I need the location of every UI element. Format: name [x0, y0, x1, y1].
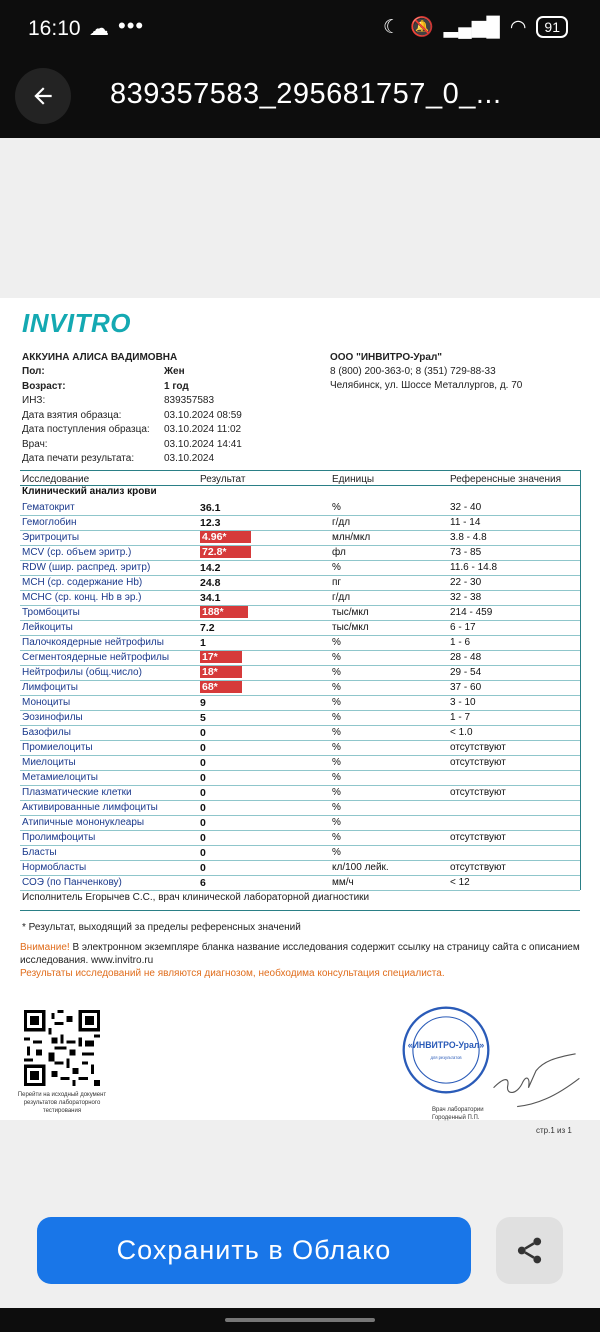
test-name[interactable]: RDW (шир. распред. эритр) [22, 562, 151, 573]
patient-field-value: 03.10.2024 [164, 453, 215, 464]
test-name[interactable]: Моноциты [22, 697, 71, 708]
patient-field-value: 1 год [164, 380, 189, 392]
table-row [20, 665, 580, 681]
table-row [20, 695, 580, 711]
patient-field-label: ИНЗ: [22, 395, 46, 406]
share-button[interactable] [496, 1217, 563, 1284]
test-name[interactable]: Базофилы [22, 727, 71, 738]
patient-field-value: 03.10.2024 14:41 [164, 438, 242, 450]
nav-bar [0, 1308, 600, 1332]
table-row [20, 710, 580, 726]
share-icon [514, 1235, 545, 1266]
test-unit: г/дл [332, 517, 351, 528]
signature-caption [432, 1106, 484, 1122]
qr-code[interactable] [24, 1010, 100, 1086]
test-name[interactable]: Гемоглобин [22, 517, 77, 528]
col-header-test: Исследование [22, 474, 90, 485]
test-unit: % [332, 817, 341, 828]
table-row [20, 830, 580, 846]
stamp-seal [400, 1004, 492, 1096]
page-number: стр.1 из 1 [536, 1126, 572, 1135]
table-row [20, 875, 580, 891]
test-unit: г/дл [332, 592, 351, 603]
test-name[interactable]: Метамиелоциты [22, 772, 98, 783]
table-row [20, 500, 580, 516]
table-row [20, 785, 580, 801]
test-name[interactable]: Лимфоциты [22, 682, 78, 693]
lab-name: ООО "ИНВИТРО-Урал" [330, 352, 443, 363]
attention-label: Внимание! [20, 942, 70, 953]
test-name[interactable]: Лейкоциты [22, 622, 73, 633]
test-unit: % [332, 697, 341, 708]
test-name[interactable]: Промиелоциты [22, 742, 93, 753]
section-title: Клинический анализ крови [22, 486, 157, 497]
test-reference: 22 - 30 [450, 577, 482, 588]
test-result: 7.2 [200, 622, 215, 634]
test-reference: 37 - 60 [450, 682, 482, 693]
test-unit: % [332, 802, 341, 813]
attention-text: В электронном экземпляре бланка название исследования содержит ссылку на страницу сайта с описанием [69, 942, 580, 953]
test-result: 24.8 [200, 577, 221, 589]
test-unit: % [332, 712, 341, 723]
test-unit: мм/ч [332, 877, 354, 888]
test-reference: < 1.0 [450, 727, 473, 738]
battery-icon: 91 [536, 16, 568, 38]
test-reference: 1 - 6 [450, 637, 471, 648]
table-row [20, 860, 580, 876]
test-result: 0 [200, 772, 206, 784]
test-reference: отсутствуют [450, 742, 506, 753]
signature-caption-name: Городенный П.П. [432, 1115, 480, 1121]
test-name[interactable]: MCV (ср. объем эритр.) [22, 547, 132, 558]
patient-field-value: 03.10.2024 08:59 [164, 409, 242, 421]
test-unit: % [332, 847, 341, 858]
test-unit: пг [332, 577, 342, 588]
test-name[interactable]: Плазматические клетки [22, 787, 132, 798]
table-row [20, 845, 580, 861]
test-result: 0 [200, 832, 206, 844]
test-name[interactable]: Активированные лимфоциты [22, 802, 158, 813]
patient-field-label: Дата взятия образца: [22, 409, 122, 421]
test-result: 0 [200, 862, 206, 874]
mute-icon: 🔕 [410, 17, 434, 38]
test-unit: % [332, 502, 341, 513]
test-unit: % [332, 832, 341, 843]
home-gesture-pill[interactable] [225, 1318, 375, 1322]
test-unit: % [332, 787, 341, 798]
test-reference: 28 - 48 [450, 652, 482, 663]
test-unit: % [332, 727, 341, 738]
signature [488, 1050, 584, 1116]
table-row [20, 650, 580, 666]
test-name[interactable]: Гематокрит [22, 502, 75, 513]
test-reference: 214 - 459 [450, 607, 493, 618]
table-row [20, 545, 580, 561]
more-notifications-icon: ••• [118, 13, 145, 38]
test-reference: отсутствуют [450, 787, 506, 798]
test-unit: % [332, 562, 341, 573]
table-row [20, 680, 580, 696]
test-reference: 3.8 - 4.8 [450, 532, 487, 543]
test-name[interactable]: Миелоциты [22, 757, 76, 768]
test-name[interactable]: Пролимфоциты [22, 832, 96, 843]
footnote: * Результат, выходящий за пределы референсных значений [22, 922, 301, 933]
test-name[interactable]: MCH (ср. содержание Hb) [22, 577, 143, 588]
test-unit: кл/100 лейк. [332, 862, 389, 873]
test-name[interactable]: Атипичные мононуклеары [22, 817, 145, 828]
signature-caption-role: Врач лаборатории [432, 1107, 484, 1113]
wifi-icon: ◠ [509, 16, 527, 38]
table-row [20, 770, 580, 786]
executor-line: Исполнитель Егорычев С.С., врач клинической лабораторной диагностики [22, 892, 370, 903]
test-result: 68* [200, 681, 242, 693]
test-name[interactable]: Палочкоядерные нейтрофилы [22, 637, 164, 648]
test-result: 4.96* [200, 531, 251, 543]
test-unit: % [332, 757, 341, 768]
table-row [20, 740, 580, 756]
test-name[interactable]: Сегментоядерные нейтрофилы [22, 652, 170, 663]
test-result: 36.1 [200, 502, 221, 514]
patient-field-value: 03.10.2024 11:02 [164, 424, 242, 435]
table-row [20, 725, 580, 741]
test-unit: тыс/мкл [332, 622, 369, 633]
patient-name: АККУИНА АЛИСА ВАДИМОВНА [22, 352, 178, 363]
table-row [20, 575, 580, 591]
qr-caption: Перейти на исходный документ результатов лабораторного тестирования [17, 1092, 107, 1114]
test-result: 0 [200, 847, 206, 859]
test-result: 18* [200, 666, 242, 678]
test-reference: 6 - 17 [450, 622, 476, 633]
table-row [20, 620, 580, 636]
table-row [20, 755, 580, 771]
pdf-page [0, 298, 600, 1135]
invitro-logo: INVITRO [22, 308, 131, 338]
patient-field-label: Дата поступления образца: [22, 424, 150, 435]
test-unit: фл [332, 547, 346, 558]
test-reference: 73 - 85 [450, 547, 482, 558]
col-header-unit: Единицы [332, 474, 375, 485]
test-reference: 1 - 7 [450, 712, 471, 723]
patient-field-label: Пол: [22, 366, 45, 377]
stamp-text: «ИНВИТРО-Урал» [407, 1040, 485, 1051]
clock: 16:10 [28, 17, 81, 40]
test-name[interactable]: Эритроциты [22, 532, 80, 543]
test-reference: отсутствуют [450, 862, 506, 873]
test-result: 14.2 [200, 562, 221, 574]
test-name[interactable]: Тромбоциты [22, 607, 80, 618]
test-name[interactable]: Нормобласты [22, 862, 87, 873]
test-reference: отсутствуют [450, 757, 506, 768]
disclaimer: Результаты исследований не являются диагнозом, необходима консультация специалиста. [20, 968, 445, 979]
save-to-cloud-button[interactable]: Сохранить в Облако [37, 1217, 471, 1284]
test-reference: 32 - 40 [450, 502, 482, 513]
back-button[interactable] [15, 68, 71, 124]
test-reference: 11.6 - 14.8 [450, 562, 498, 573]
lab-address: Челябинск, ул. Шоссе Металлургов, д. 70 [330, 380, 523, 391]
table-row [20, 530, 580, 546]
table-top-rule [20, 470, 580, 471]
test-unit: % [332, 652, 341, 663]
test-result: 72.8* [200, 546, 251, 558]
test-reference: 11 - 14 [450, 517, 481, 528]
test-reference: 29 - 54 [450, 667, 482, 678]
test-reference: 32 - 38 [450, 592, 482, 603]
test-result: 17* [200, 651, 242, 663]
table-row [20, 560, 580, 576]
test-result: 6 [200, 877, 206, 889]
test-result: 5 [200, 712, 206, 724]
test-result: 1 [200, 637, 206, 649]
test-name[interactable]: Бласты [22, 847, 57, 858]
test-name[interactable]: Нейтрофилы (общ.число) [22, 667, 142, 678]
test-result: 9 [200, 697, 206, 709]
test-result: 0 [200, 727, 206, 739]
test-result: 0 [200, 817, 206, 829]
test-result: 0 [200, 757, 206, 769]
test-reference: отсутствуют [450, 832, 506, 843]
signal-icon: ▂▄▆█ [443, 16, 500, 38]
test-name[interactable]: СОЭ (по Панченкову) [22, 877, 122, 888]
test-name[interactable]: Эозинофилы [22, 712, 83, 723]
status-icons [383, 15, 568, 39]
col-header-ref: Референсные значения [450, 474, 562, 485]
test-result: 34.1 [200, 592, 221, 604]
lab-phone: 8 (800) 200-363-0; 8 (351) 729-88-33 [330, 366, 496, 377]
test-unit: % [332, 772, 341, 783]
test-unit: млн/мкл [332, 532, 371, 543]
test-reference: 3 - 10 [450, 697, 476, 708]
test-unit: % [332, 667, 341, 678]
test-result: 0 [200, 742, 206, 754]
table-row [20, 515, 580, 531]
test-result: 0 [200, 802, 206, 814]
attention-line [20, 942, 580, 953]
col-header-result: Результат [200, 474, 246, 485]
test-result: 12.3 [200, 517, 221, 529]
table-right-rule [580, 470, 581, 890]
patient-field-label: Врач: [22, 438, 48, 450]
patient-field-label: Дата печати результата: [22, 453, 135, 464]
patient-field-value: 839357583 [164, 395, 215, 406]
test-unit: % [332, 682, 341, 693]
test-unit: тыс/мкл [332, 607, 369, 618]
table-row [20, 815, 580, 831]
test-unit: % [332, 742, 341, 753]
executor-rule [20, 910, 580, 911]
table-row [20, 635, 580, 651]
moon-icon: ☾ [382, 16, 400, 38]
patient-field-label: Возраст: [22, 380, 66, 392]
test-unit: % [332, 637, 341, 648]
test-result: 0 [200, 787, 206, 799]
attention-text-2: исследования. www.invitro.ru [20, 955, 154, 966]
file-title: 839357583_295681757_0_... [110, 78, 502, 110]
test-name[interactable]: MCHC (ср. конц. Hb в эр.) [22, 592, 142, 603]
svg-text:для результатов: для результатов [430, 1055, 462, 1061]
cloud-icon: ☁ [89, 18, 109, 40]
test-reference: < 12 [450, 877, 470, 888]
patient-field-value: Жен [164, 366, 185, 377]
arrow-left-icon [30, 83, 56, 109]
status-bar [0, 0, 600, 56]
table-row [20, 590, 580, 606]
table-row [20, 800, 580, 816]
app-bar [0, 56, 600, 138]
test-result: 188* [200, 606, 248, 618]
table-row [20, 605, 580, 621]
